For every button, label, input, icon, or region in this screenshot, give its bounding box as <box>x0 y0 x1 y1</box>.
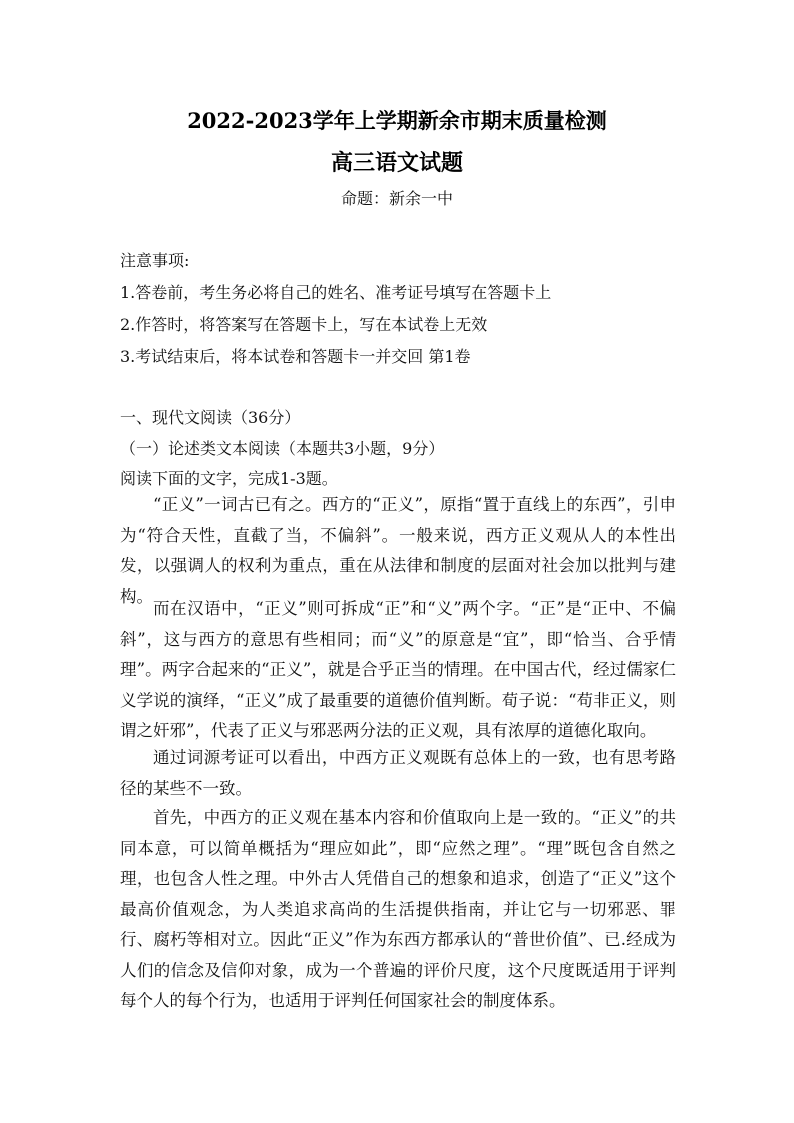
paragraph-4: 首先，中西方的正义观在基本内容和价值取向上是一致的。“正义”的共同本意，可以简单概括为“理应如此”，即“应然之理”。“理”既包含自然之理，也包含人性之理。中外古人凭借自己的想象和追求，创造了“正义”这个最高价值观念，为人类追求高尚的生活提供指南，并让它与一切邪恶、罪行、腐朽等相对立。因此“正义”作为东西方都承认的“普世价值”、已.经成为人们的信念及信仰对象，成为一个普遍的评价尺度，这个尺度既适用于评判每个人的每个行为，也适用于评判任何国家社会的制度体系。 <box>120 808 676 1010</box>
exam-author: 命题：新余一中 <box>340 189 453 208</box>
notes-item-2: 2.作答时，将答案写在答题卡上，写在本试卷上无效 <box>120 315 488 334</box>
exam-subtitle: 高三语文试题 <box>330 150 463 176</box>
paragraph-3: 通过词源考证可以看出，中西方正义观既有总体上的一致，也有思考路径的某些不一致。 <box>120 748 676 798</box>
section-heading: 一、现代文阅读（36分） <box>120 408 301 427</box>
notes-item-1: 1.答卷前，考生务必将自己的姓名、准考证号填写在答题卡上 <box>120 283 552 302</box>
notes-heading: 注意事项: <box>120 251 190 270</box>
paragraph-1: “正义”一词古已有之。西方的“正义”，原指“置于直线上的东西”，引申为“符合天性，直截了当，不偏斜”。一般来说，西方正义观从人的本性出发，以强调人的权利为重点，重在从法律和制度的层面对社会加以批判与建构。 <box>120 495 676 606</box>
section-subheading: （一）论述类文本阅读（本题共3小题，9分） <box>120 439 445 458</box>
notes-item-3: 3.考试结束后，将本试卷和答题卡一并交回 第1卷 <box>120 347 471 366</box>
paragraph-2: 而在汉语中，“正义”则可拆成“正”和“义”两个字。“正”是“正中、不偏斜”，这与西方的意思有些相同；而“义”的原意是“宜”，即“恰当、合乎情理”。两字合起来的“正义”，就是合乎正当的情理。在中国古代，经过儒家仁义学说的演绎，“正义”成了最重要的道德价值判断。荀子说：“苟非正义，则谓之奸邪”，代表了正义与邪恶两分法的正义观，具有浓厚的道德化取向。 <box>120 599 676 740</box>
exam-title: 2022-2023学年上学期新余市期末质量检测 <box>187 108 607 133</box>
section-instruction: 阅读下面的文字，完成1-3题。 <box>120 469 338 488</box>
